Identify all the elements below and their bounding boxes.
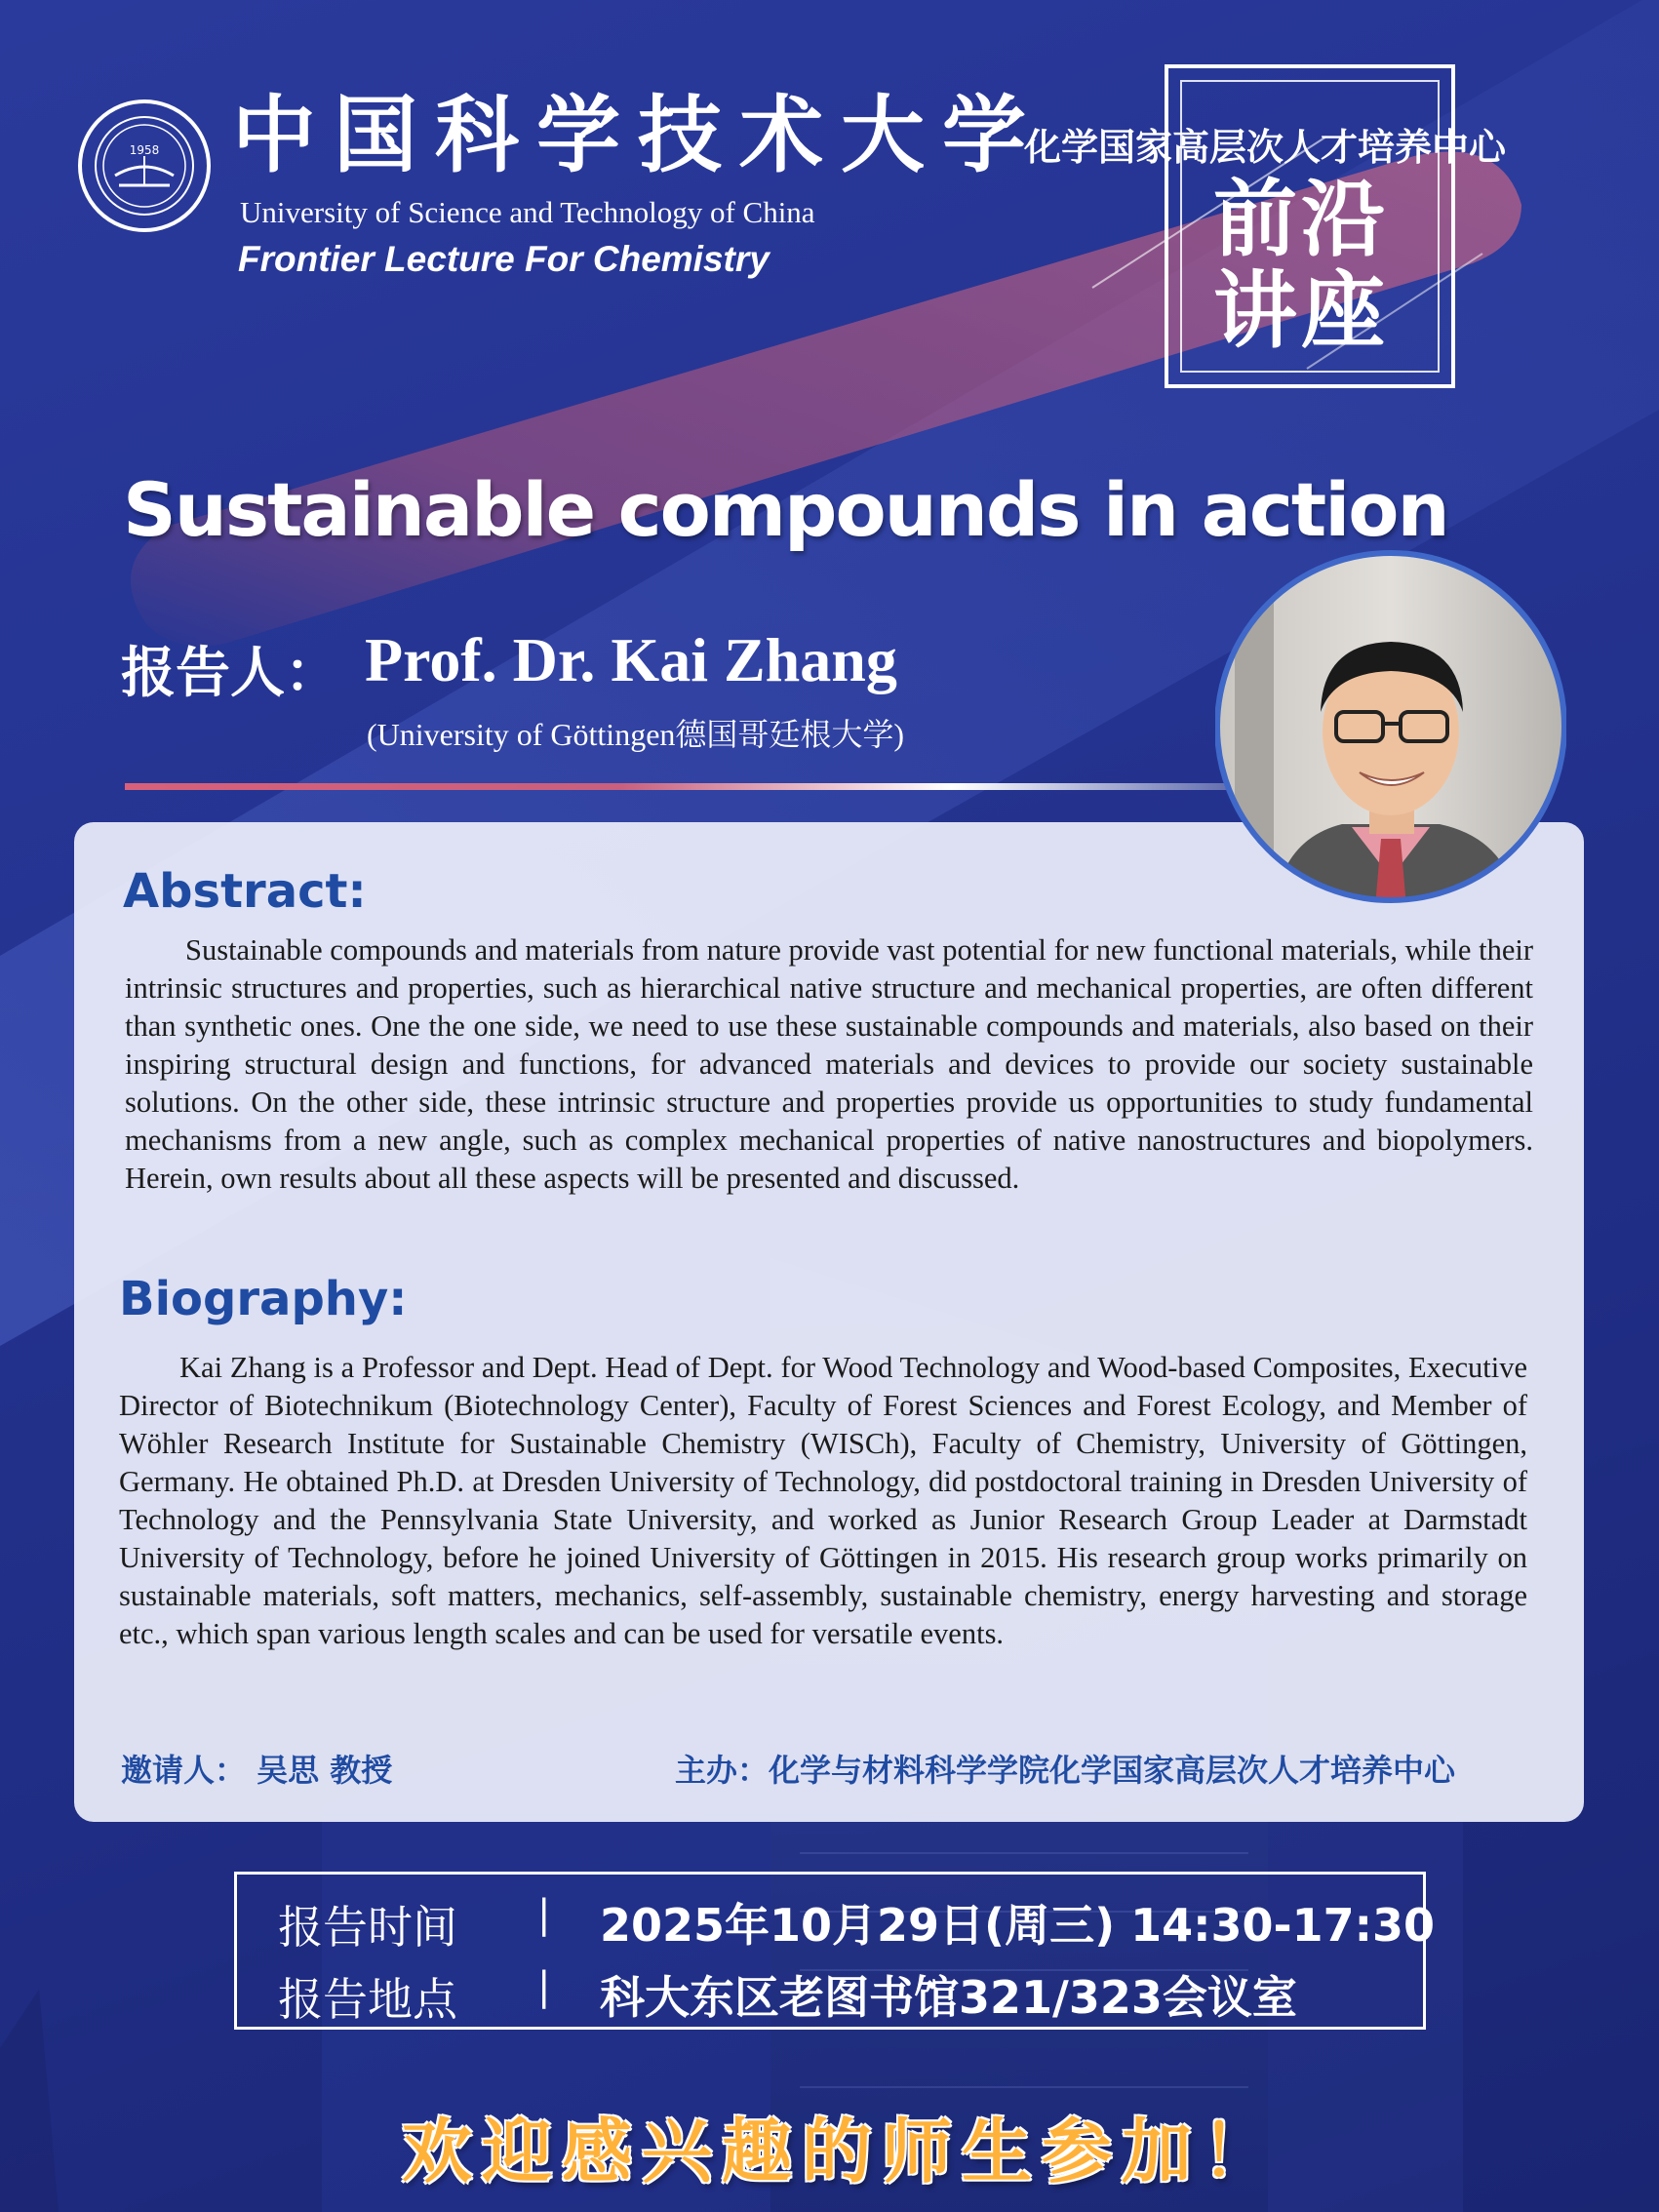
- speaker-portrait: [1215, 546, 1566, 907]
- university-name-cn: 中国科学技术大学: [232, 86, 1044, 184]
- lecture-series-name: Frontier Lecture For Chemistry: [238, 239, 770, 279]
- host-organizer: 主办：化学与材料科学学院化学国家高层次人才培养中心: [675, 1752, 1456, 1789]
- schedule-time-row: [278, 1884, 1436, 1956]
- abstract-text: [125, 931, 1533, 1198]
- place-label: 报告地点: [278, 1973, 457, 2026]
- place-value: 科大东区老图书馆321/323会议室: [600, 1971, 1297, 2024]
- biography-heading: Biography:: [119, 1272, 408, 1326]
- abstract-paragraph: Sustainable compounds and materials from nature provide vast potential for new functional materials, while their intrinsic structures and properties, such as hierarchical native structure and mechanical properties, are often different than synthetic ones. One the one side, we need to use these sustainable compounds and materials, also based on their inspiring structural design and functions, for advanced materials and devices to provide our society sustainable solutions. On the other side, these intrinsic structure and properties provide us opportunities to study fundamental mechanisms from a new angle, such as complex mechanical properties of native nanostructures and biopolymers. Herein, own results about all these aspects will be presented and discussed.: [125, 933, 1533, 1195]
- badge-line-2: 讲座: [1213, 261, 1389, 360]
- badge-line-1: 前沿: [1213, 170, 1389, 268]
- time-label: 报告时间: [278, 1901, 457, 1954]
- speaker-affiliation: (University of Göttingen德国哥廷根大学): [367, 717, 905, 752]
- place-separator: |: [537, 1964, 551, 2009]
- inviter: 邀请人： 吴思 教授: [121, 1752, 393, 1789]
- schedule-box: [234, 1872, 1436, 2030]
- university-name-en: University of Science and Technology of China: [240, 195, 815, 229]
- biography-paragraph: Kai Zhang is a Professor and Dept. Head of Dept. for Wood Technology and Wood-based Composites, Executive Director of Biotechnikum (Biotechnology Center), Faculty of Forest Sciences and Forest Ecology, and Member of Wöhler Research Institute for Sustainable Chemistry (WISCh), Faculty of Chemistry, University of Göttingen, Germany. He obtained Ph.D. at Dresden University of Technology, did postdoctoral training in Dresden University of Technology and the Pennsylvania State University, and worked as Junior Research Group Leader at Darmstadt University of Technology, before he joined University of Göttingen in 2015. His research group works primarily on sustainable materials, soft matters, mechanics, self-assembly, sustainable chemistry, energy harvesting and storage etc., which span various length scales and can be used for versatile events.: [119, 1351, 1527, 1650]
- speaker-label: 报告人：: [121, 642, 339, 705]
- center-name: 化学国家高层次人才培养中心: [1024, 126, 1507, 169]
- frontier-lecture-badge: [1213, 170, 1428, 360]
- title-divider: [125, 783, 1227, 790]
- biography-text: [119, 1349, 1527, 1653]
- time-separator: |: [537, 1892, 551, 1937]
- talk-title: Sustainable compounds in action: [123, 466, 1448, 553]
- schedule-place-row: [278, 1956, 1390, 2029]
- university-seal-icon: [76, 98, 213, 234]
- welcome-banner: 欢迎感兴趣的师生参加！: [402, 2110, 1283, 2192]
- time-value: 2025年10月29日(周三) 14:30-17:30: [600, 1899, 1436, 1952]
- seal-year: 1958: [129, 143, 160, 157]
- speaker-name: Prof. Dr. Kai Zhang: [365, 625, 897, 694]
- abstract-heading: Abstract:: [123, 864, 367, 919]
